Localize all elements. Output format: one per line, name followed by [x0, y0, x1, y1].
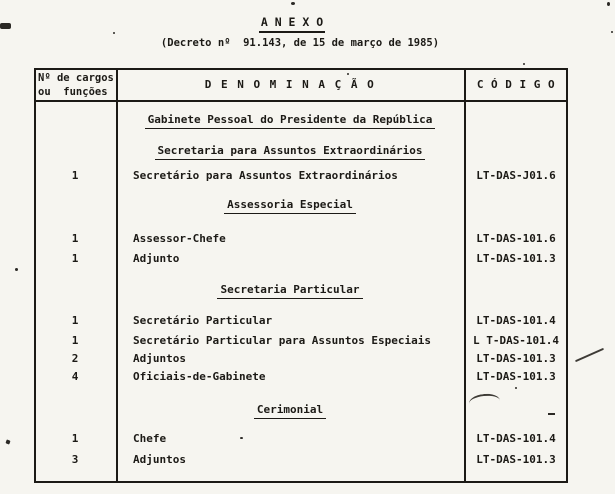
row-count: 1: [71, 314, 79, 327]
row-count: 1: [71, 334, 79, 347]
section-title: Cerimonial: [116, 403, 464, 419]
row-code: LT-DAS-101.4: [476, 314, 556, 327]
ink-speck: [347, 73, 349, 75]
ink-smudge: [0, 23, 11, 29]
row-code: LT-DAS-101.3: [476, 352, 556, 365]
header-col-denominacao: D E N O M I N A Ç Ã O: [204, 78, 376, 91]
row-denomination: Adjuntos: [133, 453, 186, 466]
page-title: A N E X O: [0, 15, 584, 33]
table-row: [34, 432, 568, 447]
header-col-cargos: Nº de cargos ou funções: [38, 72, 114, 98]
column-divider-codigo: [464, 68, 466, 483]
section-title: Secretaria para Assuntos Extraordinários: [116, 144, 464, 160]
table-row: [34, 252, 568, 267]
row-code: LT-DAS-101.3: [476, 453, 556, 466]
header-divider-line: [34, 100, 568, 102]
row-count: 1: [71, 169, 79, 182]
header-col-codigo: C Ó D I G O: [476, 78, 556, 91]
row-denomination: Secretário Particular: [133, 314, 273, 327]
ink-speck: [15, 268, 18, 271]
row-code: LT-DAS-101.3: [476, 252, 556, 265]
row-code: LT-DAS-101.6: [476, 232, 556, 245]
table-row: [34, 352, 568, 367]
row-denomination: Assessor-Chefe: [133, 232, 226, 245]
row-count: 1: [71, 232, 79, 245]
ink-speck: [113, 32, 115, 34]
ink-speck: [240, 437, 243, 439]
row-denomination: Chefe: [133, 432, 167, 445]
row-denomination: Secretário para Assuntos Extraordinários: [133, 169, 398, 182]
table-row: [34, 453, 568, 468]
row-denomination: Adjunto: [133, 252, 180, 265]
table-row: [34, 169, 568, 184]
section-row: [34, 198, 568, 213]
section-row: [34, 113, 568, 128]
table-row: [34, 314, 568, 329]
row-denomination: Secretário Particular para Assuntos Especiais: [133, 334, 432, 347]
section-row: [34, 144, 568, 159]
ink-dash: [548, 413, 555, 415]
ink-speck: [515, 387, 517, 389]
staff-table-frame: [34, 68, 568, 483]
page-subtitle: (Decreto nº 91.143, de 15 de março de 1985): [160, 37, 440, 49]
column-divider-cargos: [116, 68, 118, 483]
table-row: [34, 370, 568, 385]
ink-speck: [607, 2, 610, 6]
row-code: LT-DAS-101.4: [476, 432, 556, 445]
row-code: LT-DAS-J01.6: [476, 169, 556, 182]
row-code: LT-DAS-101.3: [476, 370, 556, 383]
ink-speck: [611, 31, 613, 33]
row-count: 2: [71, 352, 79, 365]
table-row: [34, 232, 568, 247]
section-title: Assessoria Especial: [116, 198, 464, 214]
pen-stroke-diagonal: [575, 348, 604, 362]
table-row: [34, 334, 568, 349]
section-row: [34, 283, 568, 298]
row-count: 4: [71, 370, 79, 383]
section-title: Gabinete Pessoal do Presidente da República: [116, 113, 464, 129]
ink-speck: [523, 63, 525, 65]
row-count: 3: [71, 453, 79, 466]
row-count: 1: [71, 252, 79, 265]
row-denomination: Adjuntos: [133, 352, 186, 365]
row-count: 1: [71, 432, 79, 445]
section-title: Secretaria Particular: [116, 283, 464, 299]
ink-speck: [291, 2, 295, 5]
row-denomination: Oficiais-de-Gabinete: [133, 370, 266, 383]
row-code: L T-DAS-101.4: [472, 334, 560, 347]
ink-speck: [5, 439, 10, 444]
